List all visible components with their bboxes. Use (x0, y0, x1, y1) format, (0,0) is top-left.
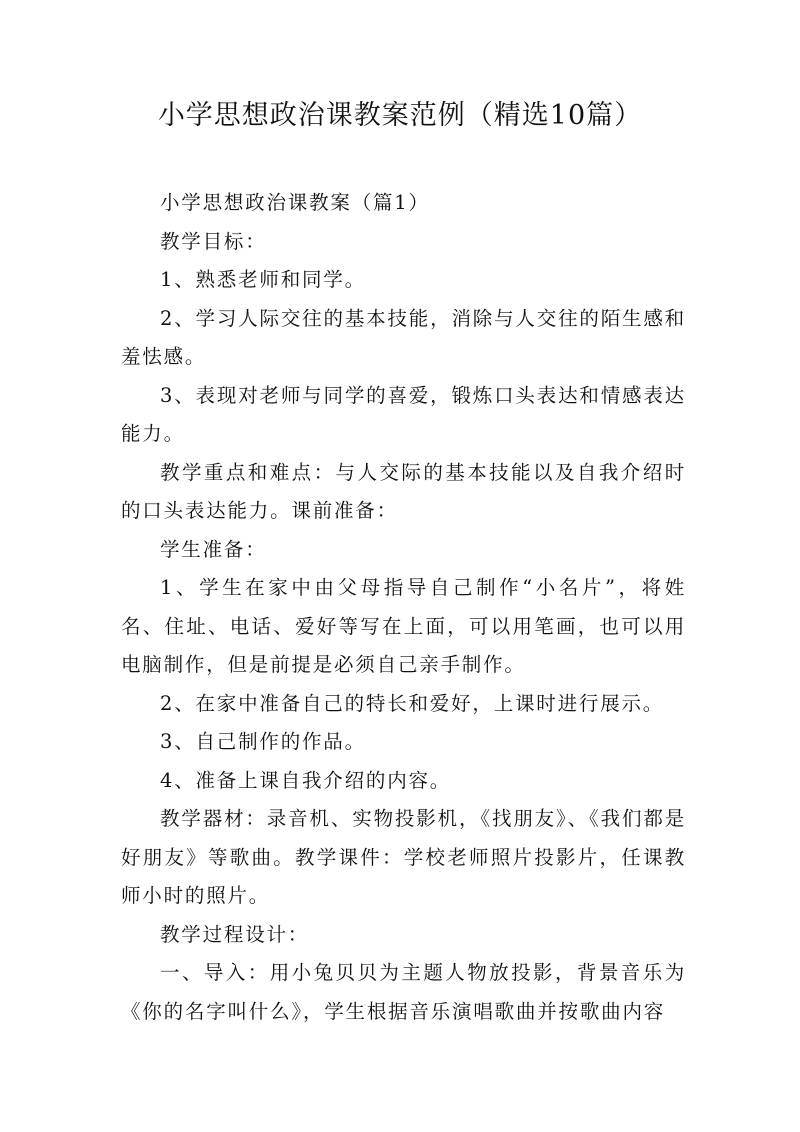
paragraph: 1、学生在家中由父母指导自己制作“小名片”，将姓名、住址、电话、爱好等写在上面，可以用笔画，也可以用电脑制作，但是前提是必须自己亲手制作。 (121, 576, 686, 676)
paragraph: 教学目标： (160, 229, 267, 253)
paragraph: 教学器材：录音机、实物投影机，《找朋友》、《我们都是好朋友》等歌曲。教学课件：学校老师照片投影片，任课教师小时的照片。 (121, 807, 686, 907)
paragraph: 3、表现对老师与同学的喜爱，锻炼口头表达和情感表达能力。 (121, 383, 686, 445)
paragraph: 2、在家中准备自己的特长和爱好，上课时进行展示。 (160, 691, 665, 715)
paragraph: 1、熟悉老师和同学。 (160, 268, 366, 291)
document-title: 小学思想政治课教案范例（精选10篇） (157, 100, 643, 131)
paragraph: 教学过程设计： (160, 922, 310, 946)
paragraph: 3、自己制作的作品。 (160, 730, 366, 753)
paragraph: 2、学习人际交往的基本技能，消除与人交往的陌生感和羞怯感。 (121, 306, 686, 368)
paragraph: 教学重点和难点：与人交际的基本技能以及自我介绍时的口头表达能力。课前准备： (121, 460, 686, 522)
paragraph: 4、准备上课自我介绍的内容。 (160, 768, 452, 792)
document-body (121, 184, 686, 1031)
section-heading: 小学思想政治课教案（篇1） (160, 191, 430, 214)
paragraph: 一、导入：用小兔贝贝为主题人物放投影，背景音乐为《你的名字叫什么》，学生根据音乐演唱歌曲并按歌曲内容 (121, 961, 686, 1023)
paragraph: 学生准备： (160, 537, 267, 561)
